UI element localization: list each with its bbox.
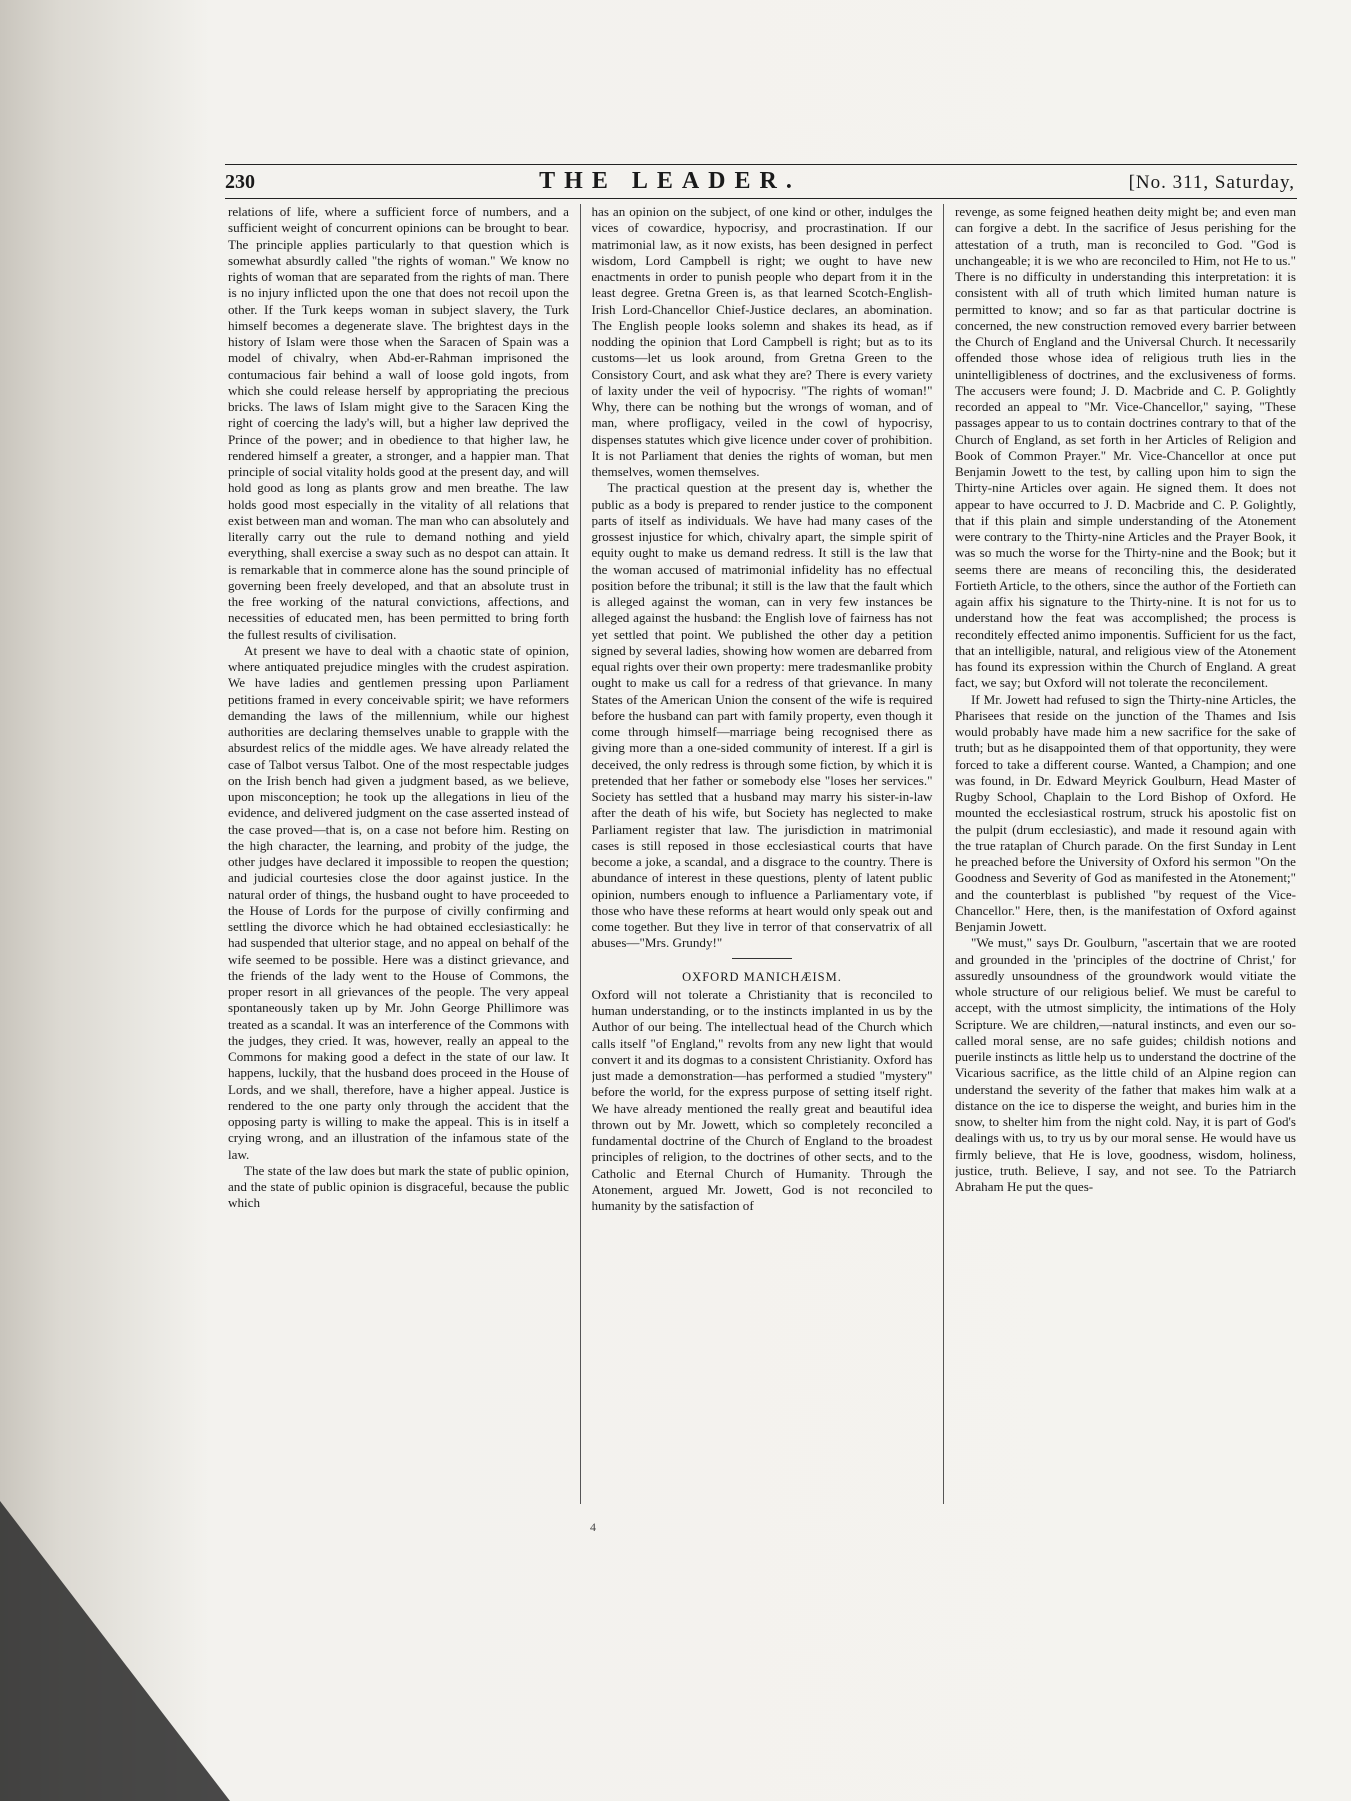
paragraph: relations of life, where a sufficient force of numbers, and a sufficient weight of concurrent opinions can be brought to bear. The principle applies particularly to that question which is somewhat absurdly called "the rights of woman." We know no rights of woman that are separated from the rights of man. There is no injury inflicted upon the one that does not recoil upon the other. If the Turk keeps woman in subject slavery, the Turk himself becomes a degenerate slave. The brightest days in the history of Islam were those when the Saracen of Spain was a model of chivalry, when Abd-er-Rahman imprisoned the contumacious fair behind a wall of loose gold ingots, from which she could release herself by appropriating the precious bricks. The laws of Islam might give to the Saracen King the right of coercing the lady's will, but a higher law deprived the Prince of the power; and in obedience to that higher law, he rendered himself a greater, a stronger, and a happier man. That principle of social vitality holds good at the present day, and will hold good as long as plants grow and men breathe. The law holds good most especially in the vitality of all relations that exist between man and woman. The man who can absolutely and literally carry out the rule to demand nothing and yield everything, shall exercise a sway such as no despot can attain. It is remarkable that in commerce alone has the sound principle of governing been freely developed, and that an absolute trust in the free working of the natural convictions, affections, and necessities of educated men, has been permitted to bring forth the fullest results of civilisation. xyxy=(228,204,569,642)
column-2-main xyxy=(592,204,933,952)
paragraph: Oxford will not tolerate a Christianity that is reconciled to human understanding, or to the instincts implanted in us by the Author of our being. The intellectual head of the Church which calls itself "of England," revolts from any new light that would convert it and its dogmas to a consistent Christianity. Oxford has just made a demonstration—has performed a studied "mystery" before the world, for the express purpose of setting itself right. We have already mentioned the really great and beautiful idea thrown out by Mr. Jowett, which so completely reconciled a fundamental doctrine of the Church of England to the broadest principles of religion, to the doctrines of other sects, and to the Catholic and Eternal Church of Humanity. Through the Atonement, argued Mr. Jowett, God is not reconciled to humanity by the satisfaction of xyxy=(591,986,933,1213)
paragraph: The practical question at the present day is, whether the public as a body is prepared to render justice to the component parts of itself as individuals. We have had many cases of the grossest injustice for which, chivalry apart, the simple spirit of equity ought to make us demand redress. It still is the law that the woman accused of matrimonial infidelity has no effectual position before the tribunal; it still is the law that the fault which is alleged against the woman, can in very few instances be alleged against the husband: the English love of fairness has not yet settled that point. We published the other day a petition signed by several ladies, showing how women are debarred from equal rights over their own property: mere tradesmanlike probity ought to make us call for a redress of that grievance. In many States of the American Union the consent of the wife is required before the husband can part with family property, even though it come through himself—marriage being recognised there as giving more than a one-sided community of interest. If a girl is deceived, the only redress is through some fiction, by which it is pretended that her father or somebody else "loses her services." Society has settled that a husband may marry his sister-in-law after the death of his wife, but Society has neglected to make Parliament register that law. The jurisdiction in matrimonial cases is still reposed in those ecclesiastical courts that have become a joke, a scandal, and a disgrace to the country. There is abundance of interest in these questions, plenty of latent public opinion, numbers enough to influence a Parliamentary vote, if those who have these reforms at heart would only speak out and come together. But they live in terror of that conservatrix of all abuses—"Mrs. Grundy!" xyxy=(591,480,933,951)
paragraph: has an opinion on the subject, of one kind or other, indulges the vices of cowardice, hypocrisy, and procrastination. If our matrimonial law, as it now exists, has been designed in perfect wisdom, Lord Campbell is right; we ought to have new enactments in order to punish people who depart from it in the least degree. Gretna Green is, as that learned Scotch-English-Irish Lord-Chancellor Chief-Justice declares, an abomination. The English people looks solemn and shakes its head, as if nodding the opinion that Lord Campbell is right; but as to its customs—let us look around, from Gretna Green to the Consistory Court, and ask what they are? There is every variety of laxity under the veil of hypocrisy. "The rights of woman!" Why, there can be nothing but the wrongs of woman, and of man, where profligacy, veiled in the cowl of hypocrisy, dispenses statutes which give licence under cover of prohibition. It is not Parliament that denies the rights of woman, but men themselves, women themselves. xyxy=(591,204,933,479)
tail-mark: 4 xyxy=(590,1520,596,1534)
column-1 xyxy=(228,204,569,1504)
section-rule xyxy=(732,958,792,959)
top-rule xyxy=(225,164,1297,165)
paragraph: If Mr. Jowett had refused to sign the Thirty-nine Articles, the Pharisees that reside on the junction of the Thames and Isis would probably have made him a new sacrifice for the sake of truth; but as he disappointed them of that opportunity, they were forced to take a different course. Wanted, a Champion; and one was found, in Dr. Edward Meyrick Goulburn, Head Master of Rugby School, Chaplain to the Lord Bishop of Oxford. He mounted the ecclesiastical rostrum, struck his apostolic fist on the pulpit (drum ecclesiastic), and made it resound again with the true rataplan of Church parade. On the first Sunday in Lent he preached before the University of Oxford his sermon "On the Goodness and Severity of God as manifested in the Atonement;" and the counterblast is published "by request of the Vice-Chancellor." Here, then, is the manifestation of Oxford against Benjamin Jowett. xyxy=(955,691,1296,934)
paragraph: "We must," says Dr. Goulburn, "ascertain that we are rooted and grounded in the 'principles of the doctrine of Christ,' for assuredly unsoundness of the groundwork would vitiate the whole structure of our religious belief. We must be careful to accept, with the utmost simplicity, the intimations of the Holy Scripture. We are children,—natural instincts, and even our so-called moral sense, are no safe guides; childish notions and puerile instincts as little help us to understand the doctrine of the Vicarious sacrifice, as the little child of an Alpine region can understand the severity of the father that makes him walk at a distance on the ice to disperse the weight, and buries him in the snow, to shelter him from the night cold. Nay, it is part of God's dealings with us, to try us by our moral sense. He would have us firmly believe, that He is love, goodness, wisdom, holiness, justice, truth. Believe, I say, and not see. To the Patriarch Abraham He put the ques- xyxy=(955,935,1296,1194)
paragraph: At present we have to deal with a chaotic state of opinion, where antiquated prejudice mingles with the crudest aspiration. We have ladies and gentlemen pressing upon Parliament petitions framed in every conceivable spirit; we have reformers demanding the laws of the millennium, while our highest authorities are declaring themselves unable to grapple with the absurdest relics of the middle ages. We have already related the case of Talbot versus Talbot. One of the most respectable judges on the Irish bench had given a judgment based, as we believe, upon misconception; he took up the allegations in lieu of the evidence, and delivered judgment on the case asserted instead of the case proved—that is, on a case not before him. Resting on the high character, the learning, and probity of the judge, the other judges have declared it impossible to reopen the question; and judicial courtesies close the door against justice. In the natural order of things, the husband ought to have proceeded to the House of Lords for the purpose of civilly confirming and settling the divorce which he had obtained ecclesiastically: he had suspended that ulterior stage, and no appeal on behalf of the wife seemed to be possible. Here was a distinct grievance, and the friends of the lady went to the House of Commons, the proper resort in all grievances of the people. The very appeal spontaneously taken up by Mr. John George Phillimore was treated as a scandal. It was an interference of the Commons with the judges, they cried. It was, however, really an appeal to the Commons for making good a defect in the state of our law. It happens, luckily, that the husband does proceed in the House of Lords, and we shall, therefore, have a higher appeal. Justice is rendered to the one party only through the accident that the opposing party is willing to make the appeal. This is in itself a crying wrong, and an illustration of the infamous state of the law. xyxy=(228,642,569,1162)
header-rule xyxy=(225,198,1297,199)
section-title: OXFORD MANICHÆISM. xyxy=(682,969,842,984)
page-corner-shadow xyxy=(0,1501,230,1801)
paragraph: The state of the law does but mark the state of public opinion, and the state of public opinion is disgraceful, because the public which xyxy=(228,1162,569,1211)
page-header xyxy=(225,168,1295,194)
column-2 xyxy=(592,204,933,1504)
page-number: 230 xyxy=(225,171,255,193)
column-divider xyxy=(580,204,581,1504)
paragraph: revenge, as some feigned heathen deity might be; and even man can forgive a debt. In the sacrifice of Jesus perishing for the attestation of a truth, man is reconciled to God. "God is unchangeable; it is we who are reconciled to Him, not He to us." There is no difficulty in understanding this interpretation: it is consistent with all of truth which limited human nature is permitted to know; and so far as that particular doctrine is concerned, the new construction removed every barrier between the Church of England and the Universal Church. It necessarily offended those whose idea of religious truth lies in the unintelligibleness of doctrines, and the exclusiveness of forms. The accusers were found; J. D. Macbride and C. P. Golightly recorded an appeal to "Mr. Vice-Chancellor," saying, "These passages appear to us to contain doctrines contrary to that of the Church of England, as set forth in her Articles of Religion and Book of Common Prayer." Mr. Vice-Chancellor at once put Benjamin Jowett to the test, by calling upon him to sign the Thirty-nine Articles over again. He signed them. It does not appear to have occurred to J. D. Macbride and C. P. Golightly, that if this plain and simple understanding of the Atonement were contrary to the Thirty-nine Articles and the Prayer Book, it was so much the worse for the Thirty-nine and the Book; but it seems there are means of reconciling this, the desiderated Fortieth Article, to the others, since the author of the Fortieth can again affix his signature to the Thirty-nine. It is not for us to understand how the feat was accomplished; the process is reconditely effected animo imponentis. Sufficient for us the fact, that an intelligible, natural, and religious view of the Atonement has found its expression within the Church of England. A great fact, we say; but Oxford will not tolerate the reconcilement. xyxy=(955,204,1296,691)
issue-number: [No. 311, Saturday, xyxy=(1128,172,1295,193)
column-3 xyxy=(955,204,1296,1504)
column-divider xyxy=(943,204,944,1504)
article-columns xyxy=(228,204,1296,1504)
section-body xyxy=(592,987,933,1215)
masthead: THE LEADER. xyxy=(539,168,801,194)
